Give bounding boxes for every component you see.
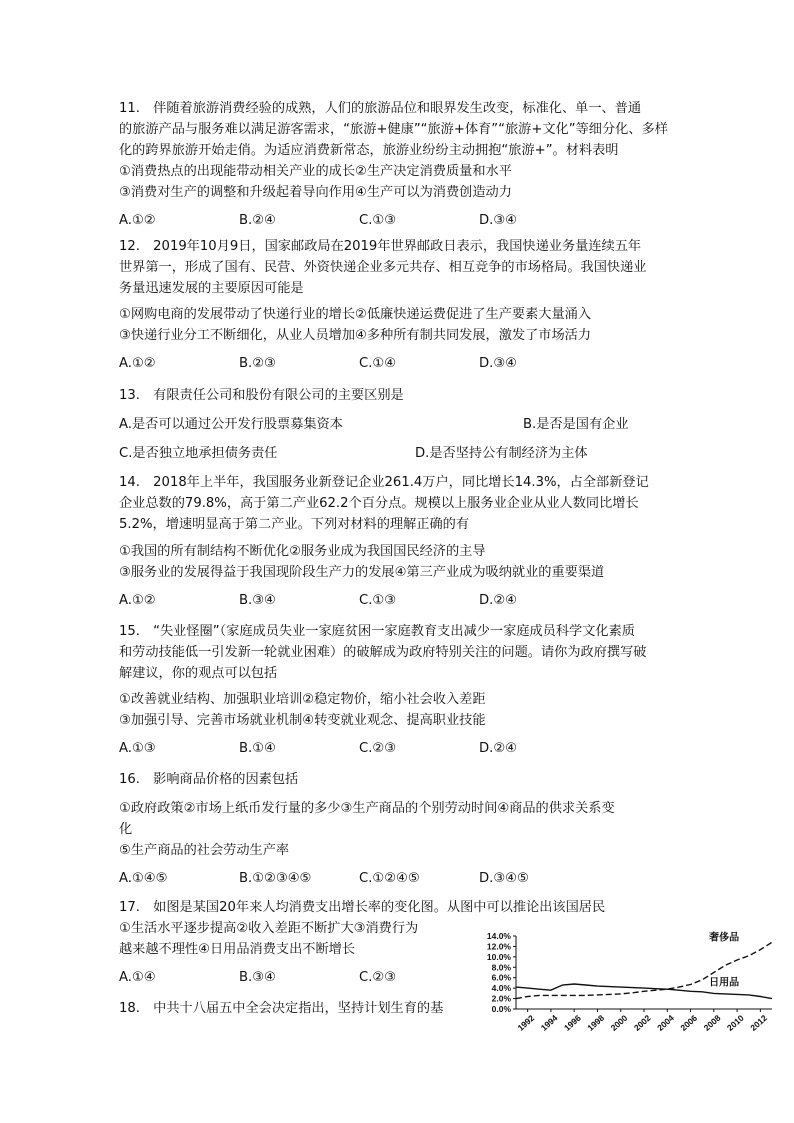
question-14-line: 企业总数的79.8%，高于第二产业62.2个百分点。规模以上服务业企业从业人数同比增长 bbox=[119, 496, 639, 511]
question-12-line: 世界第一，形成了国有、民营、外资快递企业多元共存、相互竞争的市场格局。我国快递业 bbox=[119, 260, 647, 275]
question-12-line: 12. 2019年10月9日，国家邮政局在2019年世界邮政日表示，我国快递业务量连续五年 bbox=[119, 239, 642, 254]
option-c[interactable]: C.②③ bbox=[359, 741, 397, 756]
question-15-options bbox=[119, 738, 679, 759]
option-a[interactable]: A.①② bbox=[119, 356, 156, 371]
series-label-0: 奢侈品 bbox=[709, 932, 740, 944]
question-13-options-row1 bbox=[119, 414, 679, 435]
question-11 bbox=[119, 98, 679, 231]
question-17-line: 17. 如图是某国20年来人均消费支出增长率的变化图。从图中可以推论出该国居民 bbox=[119, 900, 606, 915]
question-11-line: 化的跨界旅游开始走俏。为适应消费新常态，旅游业纷纷主动拥抱“旅游+”。材料表明 bbox=[119, 143, 619, 158]
consumption-growth-chart bbox=[472, 928, 782, 1048]
x-tick-label: 1996 bbox=[562, 1012, 583, 1033]
option-b[interactable]: B.是否是国有企业 bbox=[523, 417, 629, 432]
option-c[interactable]: C.②③ bbox=[359, 970, 397, 985]
question-12 bbox=[119, 236, 679, 374]
question-11-line: 11. 伴随着旅游消费经验的成熟，人们的旅游品位和眼界发生改变，标准化、单一、普通 bbox=[119, 101, 642, 116]
option-b[interactable]: B.②③ bbox=[239, 356, 276, 371]
x-tick-label: 2010 bbox=[724, 1012, 746, 1033]
option-d[interactable]: D.是否坚持公有制经济为主体 bbox=[415, 446, 588, 461]
question-18-line: 18. 中共十八届五中全会决定指出，坚持计划生育的基 bbox=[119, 1001, 444, 1016]
y-tick-label: 12.0% bbox=[486, 941, 511, 952]
x-tick-label: 2008 bbox=[701, 1012, 723, 1033]
question-17-statement: 越来越不理性④日用品消费支出不断增长 bbox=[119, 942, 356, 957]
question-14-options bbox=[119, 590, 679, 611]
question-12-line: 务量迅速发展的主要原因可能是 bbox=[119, 281, 304, 296]
x-tick-label: 2004 bbox=[655, 1012, 676, 1033]
option-a[interactable]: A.①④ bbox=[119, 970, 156, 985]
question-15-line: 15. “失业怪圈”（家庭成员失业一家庭贫困一家庭教育支出减少一家庭成员科学文化素质 bbox=[119, 624, 635, 639]
y-tick-label: 2.0% bbox=[491, 993, 511, 1004]
y-tick-label: 4.0% bbox=[491, 983, 511, 994]
option-b[interactable]: B.③④ bbox=[239, 970, 276, 985]
option-d[interactable]: D.②④ bbox=[479, 741, 517, 756]
question-11-statement: ①消费热点的出现能带动相关产业的成长②生产决定消费质量和水平 bbox=[119, 164, 512, 179]
question-11-options bbox=[119, 210, 679, 231]
question-16-statement: 化 bbox=[119, 822, 133, 837]
x-tick-label: 2002 bbox=[631, 1012, 653, 1033]
question-12-statement: ①网购电商的发展带动了快递行业的增长②低廉快递运费促进了生产要素大量涌入 bbox=[119, 307, 592, 322]
question-13-line: 13. 有限责任公司和股份有限公司的主要区别是 bbox=[119, 388, 404, 403]
option-b[interactable]: B.③④ bbox=[239, 593, 276, 608]
question-15-statement: ①改善就业结构、加强职业培训②稳定物价，缩小社会收入差距 bbox=[119, 692, 486, 707]
y-tick-label: 6.0% bbox=[491, 972, 511, 983]
question-16 bbox=[119, 769, 679, 889]
y-tick-label: 14.0% bbox=[486, 931, 511, 941]
option-d[interactable]: D.③④⑤ bbox=[479, 871, 529, 886]
option-d[interactable]: D.②④ bbox=[479, 593, 517, 608]
x-tick-label: 2006 bbox=[678, 1012, 700, 1033]
option-b[interactable]: B.②④ bbox=[239, 213, 276, 228]
chart-svg bbox=[472, 928, 782, 1048]
question-12-statement: ③快递行业分工不断细化，从业人员增加④多种所有制共同发展，激发了市场活力 bbox=[119, 328, 592, 343]
question-14-line: 14. 2018年上半年，我国服务业新登记企业261.4万户，同比增长14.3%，占全部新登记 bbox=[119, 475, 649, 490]
question-13-options-row2 bbox=[119, 443, 679, 464]
option-b[interactable]: B.①④ bbox=[239, 741, 276, 756]
y-tick-label: 8.0% bbox=[491, 962, 511, 973]
question-13 bbox=[119, 385, 679, 464]
option-c[interactable]: C.①②④⑤ bbox=[359, 871, 420, 886]
y-tick-label: 0.0% bbox=[491, 1004, 511, 1014]
question-16-statement: ⑤生产商品的社会劳动生产率 bbox=[119, 843, 290, 858]
option-a[interactable]: A.①③ bbox=[119, 741, 156, 756]
option-c[interactable]: C.①④ bbox=[359, 356, 397, 371]
question-14-line: 5.2%，增速明显高于第二产业。下列对材料的理解正确的有 bbox=[119, 517, 470, 532]
x-tick-label: 2012 bbox=[748, 1012, 769, 1033]
question-11-statement: ③消费对生产的调整和升级起着导向作用④生产可以为消费创造动力 bbox=[119, 185, 512, 200]
question-15 bbox=[119, 621, 679, 759]
option-a[interactable]: A.①② bbox=[119, 593, 156, 608]
question-15-line: 和劳动技能低一引发新一轮就业困难）的破解成为政府特别关注的问题。请你为政府撰写破 bbox=[119, 645, 647, 660]
question-16-statement: ①政府政策②市场上纸币发行量的多少③生产商品的个别劳动时间④商品的供求关系变 bbox=[119, 801, 615, 816]
x-tick-label: 1998 bbox=[585, 1012, 607, 1033]
question-14-statement: ①我国的所有制结构不断优化②服务业成为我国国民经济的主导 bbox=[119, 544, 486, 559]
question-14-statement: ③服务业的发展得益于我国现阶段生产力的发展④第三产业成为吸纳就业的重要渠道 bbox=[119, 565, 605, 580]
y-tick-label: 10.0% bbox=[486, 951, 511, 962]
x-tick-label: 1992 bbox=[515, 1012, 537, 1033]
question-14 bbox=[119, 472, 679, 611]
option-a[interactable]: A.①④⑤ bbox=[119, 871, 168, 886]
option-d[interactable]: D.③④ bbox=[479, 356, 517, 371]
question-17-statement: ①生活水平逐步提高②收入差距不断扩大③消费行为 bbox=[119, 921, 419, 936]
question-15-statement: ③加强引导、完善市场就业机制④转变就业观念、提高职业技能 bbox=[119, 713, 486, 728]
question-15-line: 解建议，你的观点可以包括 bbox=[119, 666, 278, 681]
x-tick-label: 1994 bbox=[538, 1012, 560, 1033]
option-a[interactable]: A.是否可以通过公开发行股票募集资本 bbox=[119, 417, 343, 432]
question-16-options bbox=[119, 868, 679, 889]
question-11-line: 的旅游产品与服务难以满足游客需求，“旅游+健康”“旅游+体育”“旅游+文化”等细分化、多样 bbox=[119, 122, 668, 137]
question-12-options bbox=[119, 353, 679, 374]
x-tick-label: 2000 bbox=[608, 1012, 630, 1033]
option-c[interactable]: C.①③ bbox=[359, 213, 397, 228]
option-b[interactable]: B.①②③④⑤ bbox=[239, 871, 312, 886]
option-c[interactable]: C.是否独立地承担债务责任 bbox=[119, 446, 278, 461]
option-a[interactable]: A.①② bbox=[119, 213, 156, 228]
series-label-1: 日用品 bbox=[709, 977, 740, 989]
option-d[interactable]: D.③④ bbox=[479, 213, 517, 228]
question-16-line: 16. 影响商品价格的因素包括 bbox=[119, 772, 299, 787]
option-c[interactable]: C.①③ bbox=[359, 593, 397, 608]
series-line-0 bbox=[516, 942, 772, 998]
